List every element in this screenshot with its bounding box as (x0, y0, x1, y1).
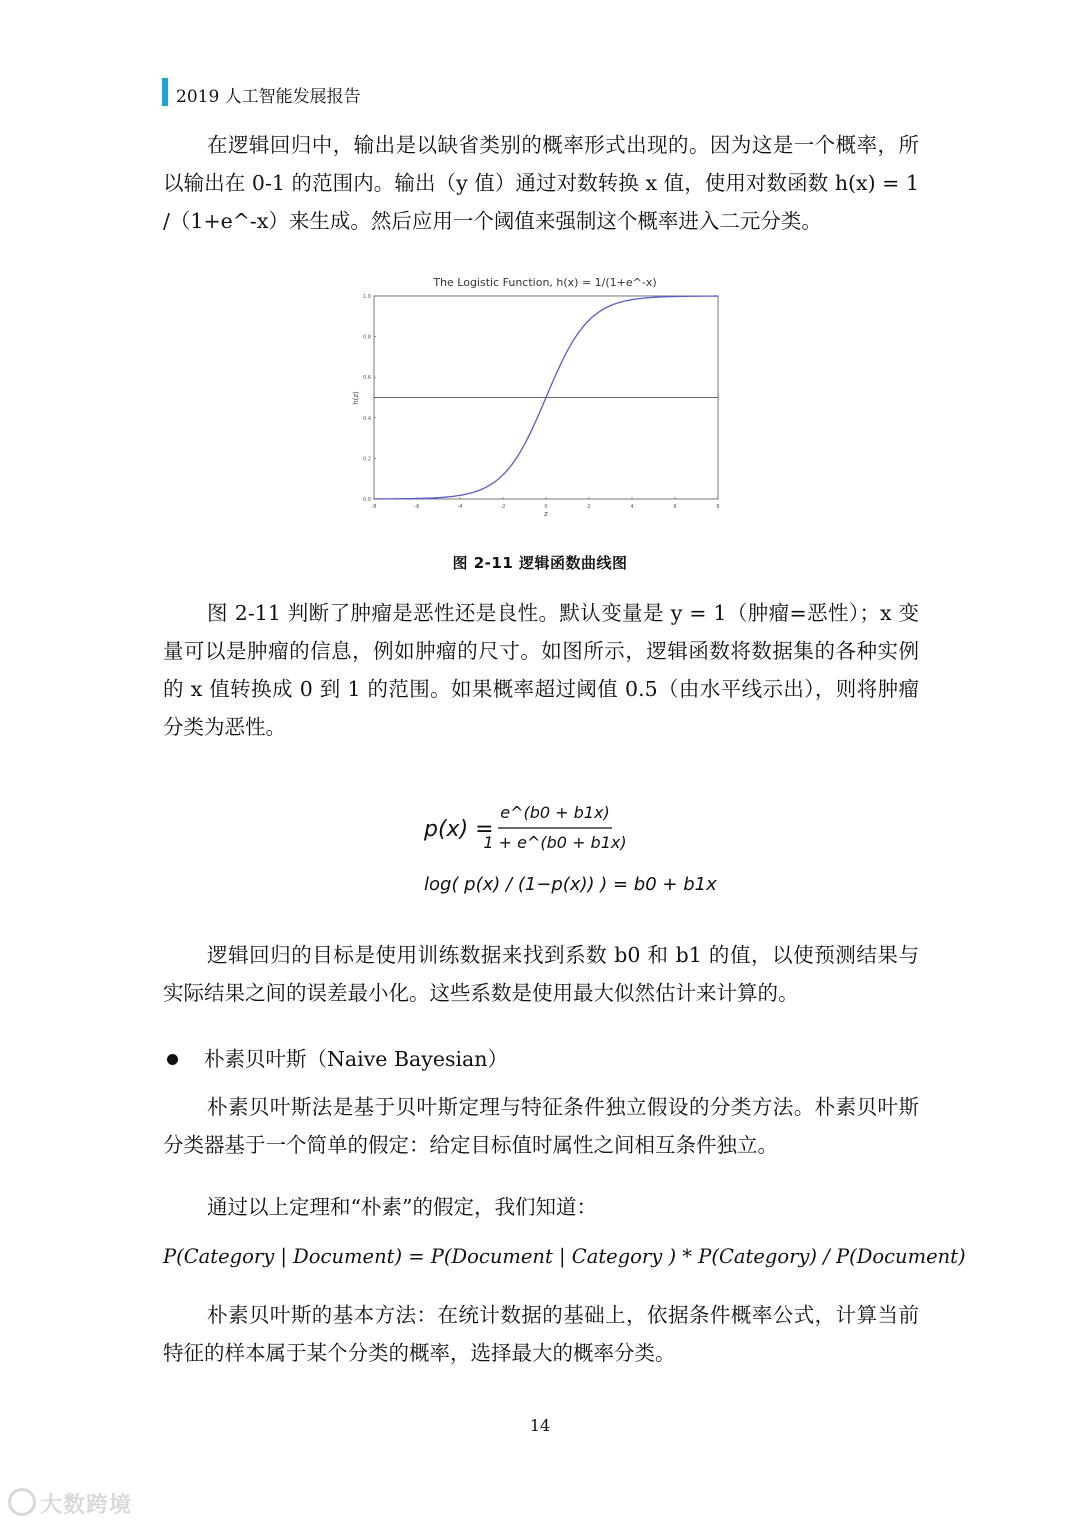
y-tick-label: 0.2 (363, 456, 371, 463)
header-title: 2019 人工智能发展报告 (176, 87, 361, 107)
x-tick-label: -8 (371, 504, 377, 510)
watermark-text: 大数跨境 (40, 1493, 133, 1518)
y-tick-label: 0.0 (363, 497, 371, 503)
x-axis-label: z (544, 510, 548, 518)
y-tick-label: 1.0 (363, 294, 371, 300)
formula-svg (420, 790, 717, 910)
formula-log-line: log( p(x) / (1−p(x)) ) = b0 + b1x (424, 874, 717, 895)
page-number: 14 (529, 1416, 551, 1435)
watermark-logo-icon (8, 1488, 36, 1516)
y-tick-label: 0.8 (363, 334, 371, 341)
y-axis-label: h(z) (352, 391, 360, 405)
x-tick-label: 0 (544, 504, 548, 510)
paragraph-assumption: 通过以上定理和“朴素”的假定，我们知道： (207, 1195, 597, 1219)
bullet-text: 朴素贝叶斯（Naive Bayesian） (204, 1047, 508, 1071)
x-tick-label: 6 (673, 504, 677, 510)
paragraph-logistic-intro: 在逻辑回归中，输出是以缺省类别的概率形式出现的。因为这是一个概率，所以输出在 0-1 的范围内。输出（y 值）通过对数转换 x 值，使用对数函数 h(x) = 1 /（1+e^-x）来生成。然后应用一个阈值来强制这个概率进入二元分类。 (163, 133, 919, 233)
x-tick-label: -4 (457, 504, 463, 510)
logistic-formula (420, 790, 717, 910)
formula-numerator: e^(b0 + b1x) (500, 803, 610, 822)
formula-denominator: 1 + e^(b0 + b1x) (483, 833, 627, 852)
watermark (8, 1488, 132, 1519)
y-tick-label: 0.6 (363, 375, 371, 382)
figure-caption: 图 2-11 逻辑函数曲线图 (452, 554, 628, 572)
bayes-equation: P(Category | Document) = P(Document | Category ) * P(Category) / P(Document) (163, 1245, 966, 1268)
bullet-naive-bayes (163, 1044, 508, 1074)
y-tick-label: 0.4 (363, 415, 371, 422)
logistic-chart-svg (350, 268, 730, 520)
x-tick-label: -6 (414, 504, 420, 510)
paragraph-tumor: 图 2-11 判断了肿瘤是恶性还是良性。默认变量是 y = 1（肿瘤=恶性）；x 变量可以是肿瘤的信息，例如肿瘤的尺寸。如图所示，逻辑函数将数据集的各种实例的 x 值转换成 0 到 1 的范围。如果概率超过阈值 0.5（由水平线示出），则将肿瘤分类为恶性。 (163, 601, 919, 739)
x-tick-label: 4 (630, 504, 634, 510)
logistic-chart (350, 268, 730, 520)
header-accent-bar (162, 78, 168, 106)
bullet-dot-icon (167, 1054, 178, 1065)
chart-title: The Logistic Function, h(x) = 1/(1+e^-x) (433, 276, 657, 289)
paragraph-naive-bayes: 朴素贝叶斯法是基于贝叶斯定理与特征条件独立假设的分类方法。朴素贝叶斯分类器基于一个简单的假定：给定目标值时属性之间相互条件独立。 (163, 1095, 919, 1157)
x-tick-label: 8 (716, 504, 720, 510)
formula-lhs: p(x) = (424, 817, 494, 842)
paragraph-method: 朴素贝叶斯的基本方法：在统计数据的基础上，依据条件概率公式，计算当前特征的样本属于某个分类的概率，选择最大的概率分类。 (163, 1303, 919, 1365)
x-tick-label: 2 (587, 504, 591, 510)
paragraph-coefficients: 逻辑回归的目标是使用训练数据来找到系数 b0 和 b1 的值，以使预测结果与实际结果之间的误差最小化。这些系数是使用最大似然估计来计算的。 (163, 943, 919, 1005)
x-tick-label: -2 (500, 504, 506, 510)
